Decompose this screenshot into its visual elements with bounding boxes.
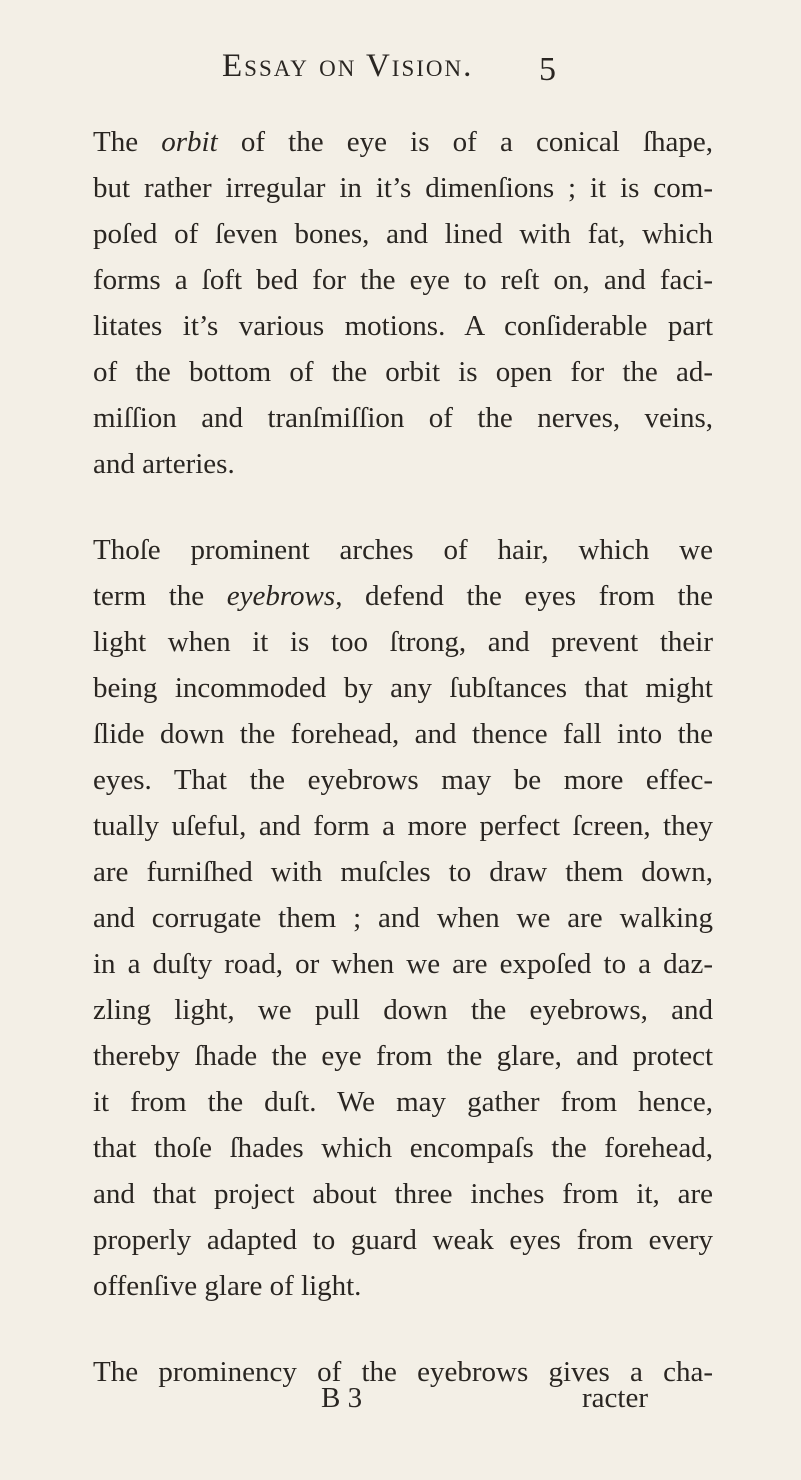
text-line bbox=[93, 527, 713, 573]
text-run: in a duſty road, or when we are expoſed to a daz- bbox=[93, 948, 713, 980]
text-line bbox=[93, 1079, 713, 1125]
text-run: and that project about three inches from it, are bbox=[93, 1178, 713, 1210]
text-line bbox=[93, 711, 713, 757]
text-run: it from the duſt. We may gather from hence, bbox=[93, 1086, 713, 1118]
paragraph-gap bbox=[93, 487, 713, 527]
text-run: eyes. That the eyebrows may be more effec- bbox=[93, 764, 713, 796]
running-head bbox=[0, 46, 801, 86]
text-line bbox=[93, 987, 713, 1033]
text-line bbox=[93, 619, 713, 665]
text-line bbox=[93, 119, 713, 165]
text-run: ſlide down the forehead, and thence fall into the bbox=[93, 718, 713, 750]
body-text bbox=[93, 119, 713, 1395]
text-line bbox=[93, 303, 713, 349]
text-run: being incommoded by any ſubſtances that might bbox=[93, 672, 713, 704]
page-number: 5 bbox=[539, 51, 556, 88]
text-run: The prominency of the eyebrows gives a cha- bbox=[93, 1356, 713, 1388]
text-run: but rather irregular in it’s dimenſions ; it is com- bbox=[93, 172, 713, 204]
catchword: racter bbox=[582, 1382, 648, 1414]
paragraph-gap bbox=[93, 1309, 713, 1349]
text-run: and corrugate them ; and when we are walking bbox=[93, 902, 713, 934]
text-line bbox=[93, 165, 713, 211]
italic-term: orbit bbox=[161, 126, 218, 158]
text-run: litates it’s various motions. A conſiderable part bbox=[93, 310, 713, 342]
text-line bbox=[93, 665, 713, 711]
text-line bbox=[93, 1217, 713, 1263]
text-line bbox=[93, 803, 713, 849]
text-run: tually uſeful, and form a more perfect ſcreen, they bbox=[93, 810, 713, 842]
footer-line bbox=[0, 1378, 801, 1418]
text-line bbox=[93, 573, 713, 619]
text-run: Thoſe prominent arches of hair, which we bbox=[93, 534, 713, 566]
text-run: and arteries. bbox=[93, 448, 235, 480]
text-run: of the eye is of a conical ſhape, bbox=[217, 126, 713, 158]
text-line bbox=[93, 349, 713, 395]
text-line bbox=[93, 941, 713, 987]
text-line bbox=[93, 441, 713, 487]
text-run: that thoſe ſhades which encompaſs the forehead, bbox=[93, 1132, 713, 1164]
text-line bbox=[93, 1125, 713, 1171]
text-line bbox=[93, 1171, 713, 1217]
text-run: thereby ſhade the eye from the glare, and protect bbox=[93, 1040, 713, 1072]
text-run: term the bbox=[93, 580, 227, 612]
text-line bbox=[93, 1033, 713, 1079]
signature-mark: B 3 bbox=[321, 1382, 363, 1414]
text-line bbox=[93, 895, 713, 941]
text-line bbox=[93, 1263, 713, 1309]
text-run: light when it is too ſtrong, and prevent their bbox=[93, 626, 713, 658]
text-line bbox=[93, 211, 713, 257]
running-title: Essay on Vision. bbox=[222, 48, 474, 84]
text-run: poſed of ſeven bones, and lined with fat, which bbox=[93, 218, 713, 250]
text-line bbox=[93, 757, 713, 803]
text-run: , defend the eyes from the bbox=[335, 580, 713, 612]
text-run: offenſive glare of light. bbox=[93, 1270, 362, 1302]
text-line bbox=[93, 395, 713, 441]
text-line bbox=[93, 849, 713, 895]
text-run: miſſion and tranſmiſſion of the nerves, veins, bbox=[93, 402, 713, 434]
text-run: properly adapted to guard weak eyes from every bbox=[93, 1224, 713, 1256]
paragraph bbox=[93, 119, 713, 487]
text-run: zling light, we pull down the eyebrows, and bbox=[93, 994, 713, 1026]
paragraph bbox=[93, 527, 713, 1309]
text-run: of the bottom of the orbit is open for the ad- bbox=[93, 356, 713, 388]
text-run: The bbox=[93, 126, 162, 158]
text-run: are furniſhed with muſcles to draw them down, bbox=[93, 856, 713, 888]
text-line bbox=[93, 257, 713, 303]
italic-term: eyebrows bbox=[226, 580, 336, 612]
text-run: forms a ſoft bed for the eye to reſt on, and faci- bbox=[93, 264, 713, 296]
